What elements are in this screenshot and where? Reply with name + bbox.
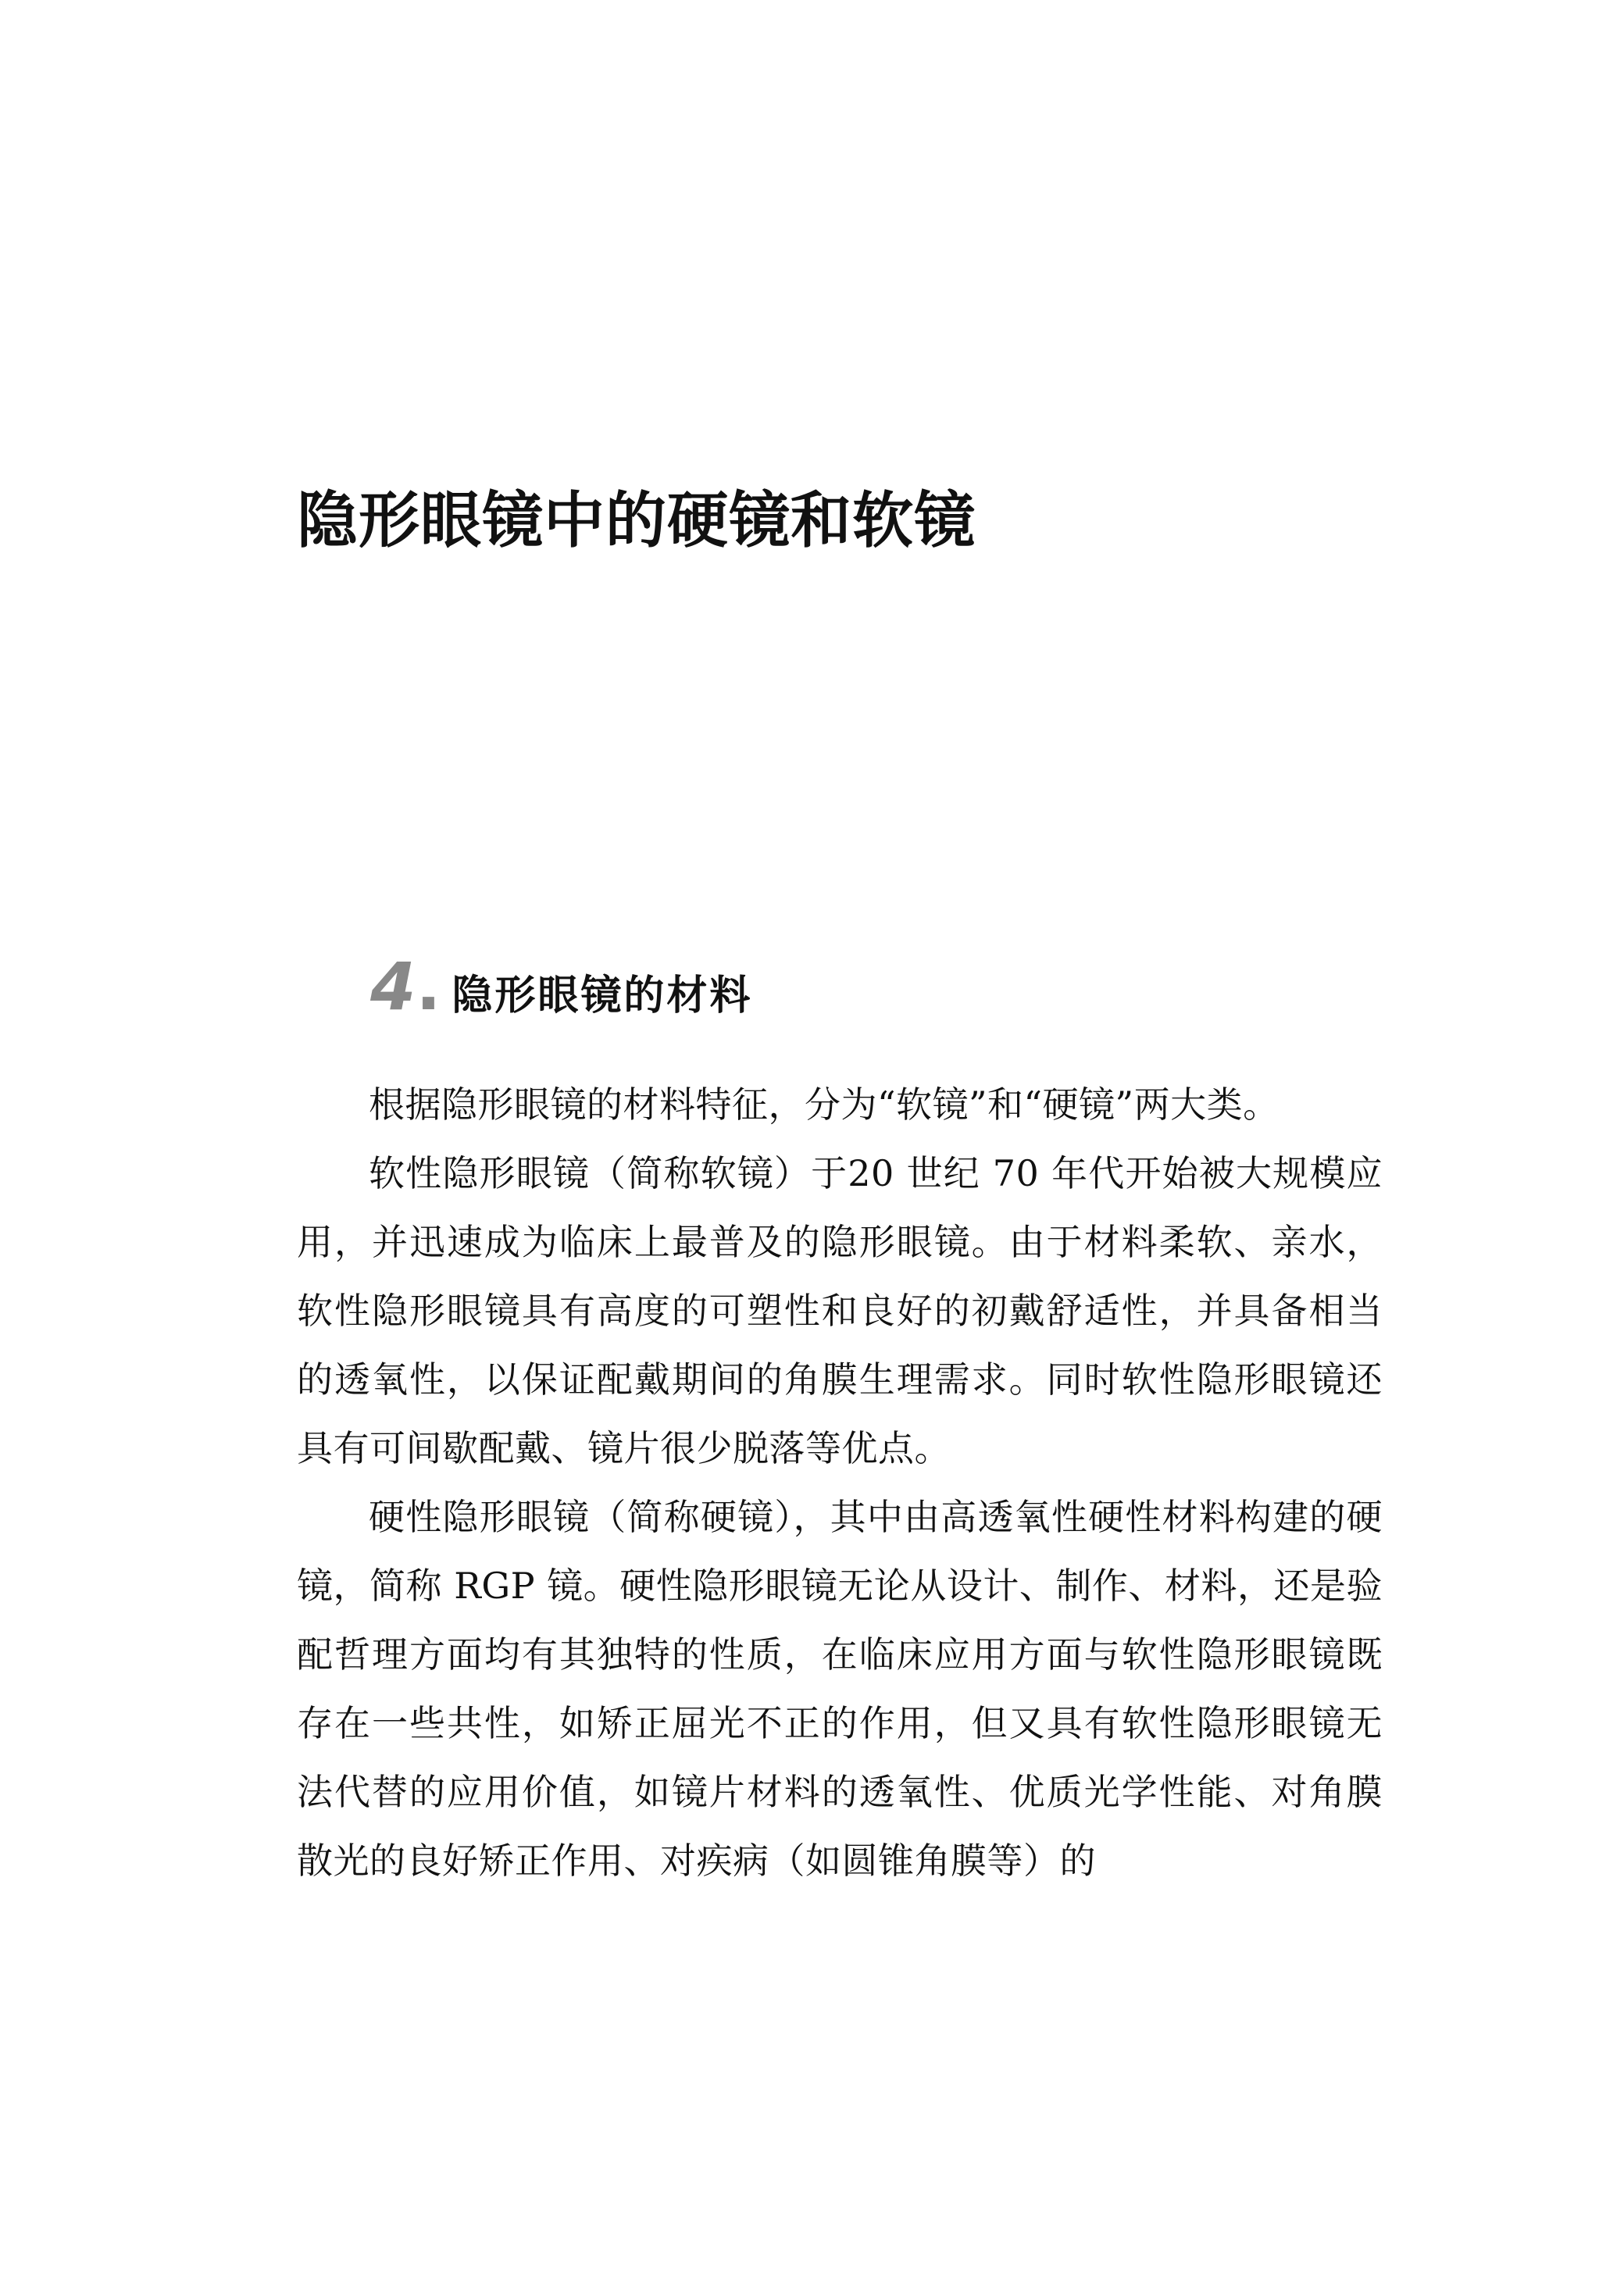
paragraph-intro: 根据隐形眼镜的材料特征，分为“软镜”和“硬镜”两大类。 bbox=[369, 1083, 1280, 1126]
chapter-title: 隐形眼镜中的硬镜和软镜 bbox=[297, 485, 976, 556]
paragraph-soft-lens: 软性隐形眼镜（简称软镜）于20 世纪 70 年代开始被大规模应用，并迅速成为临床上最普及的隐形眼镜。由于材料柔软、亲水，软性隐形眼镜具有高度的可塑性和良好的初戴舒适性，并具备相当的透氧性，以保证配戴期间的角膜生理需求。同时软性隐形眼镜还具有可间歇配戴、镜片很少脱落等优点。 bbox=[297, 1152, 1383, 1469]
paragraph-hard-lens: 硬性隐形眼镜（简称硬镜），其中由高透氧性硬性材料构建的硬镜，简称 RGP 镜。硬性隐形眼镜无论从设计、制作、材料，还是验配哲理方面均有其独特的性质，在临床应用方面与软性隐形眼镜既存在一些共性，如矫正屈光不正的作用，但又具有软性隐形眼镜无法代替的应用价值，如镜片材料的透氧性、优质光学性能、对角膜散光的良好矫正作用、对疾病（如圆锥角膜等）的 bbox=[297, 1496, 1383, 1882]
section-title: 隐形眼镜的材料 bbox=[452, 973, 753, 1019]
body-text bbox=[297, 1070, 1383, 1895]
section-number: 4 bbox=[370, 948, 416, 1025]
section-heading bbox=[370, 948, 753, 1025]
section-number-dot: . bbox=[416, 948, 441, 1025]
